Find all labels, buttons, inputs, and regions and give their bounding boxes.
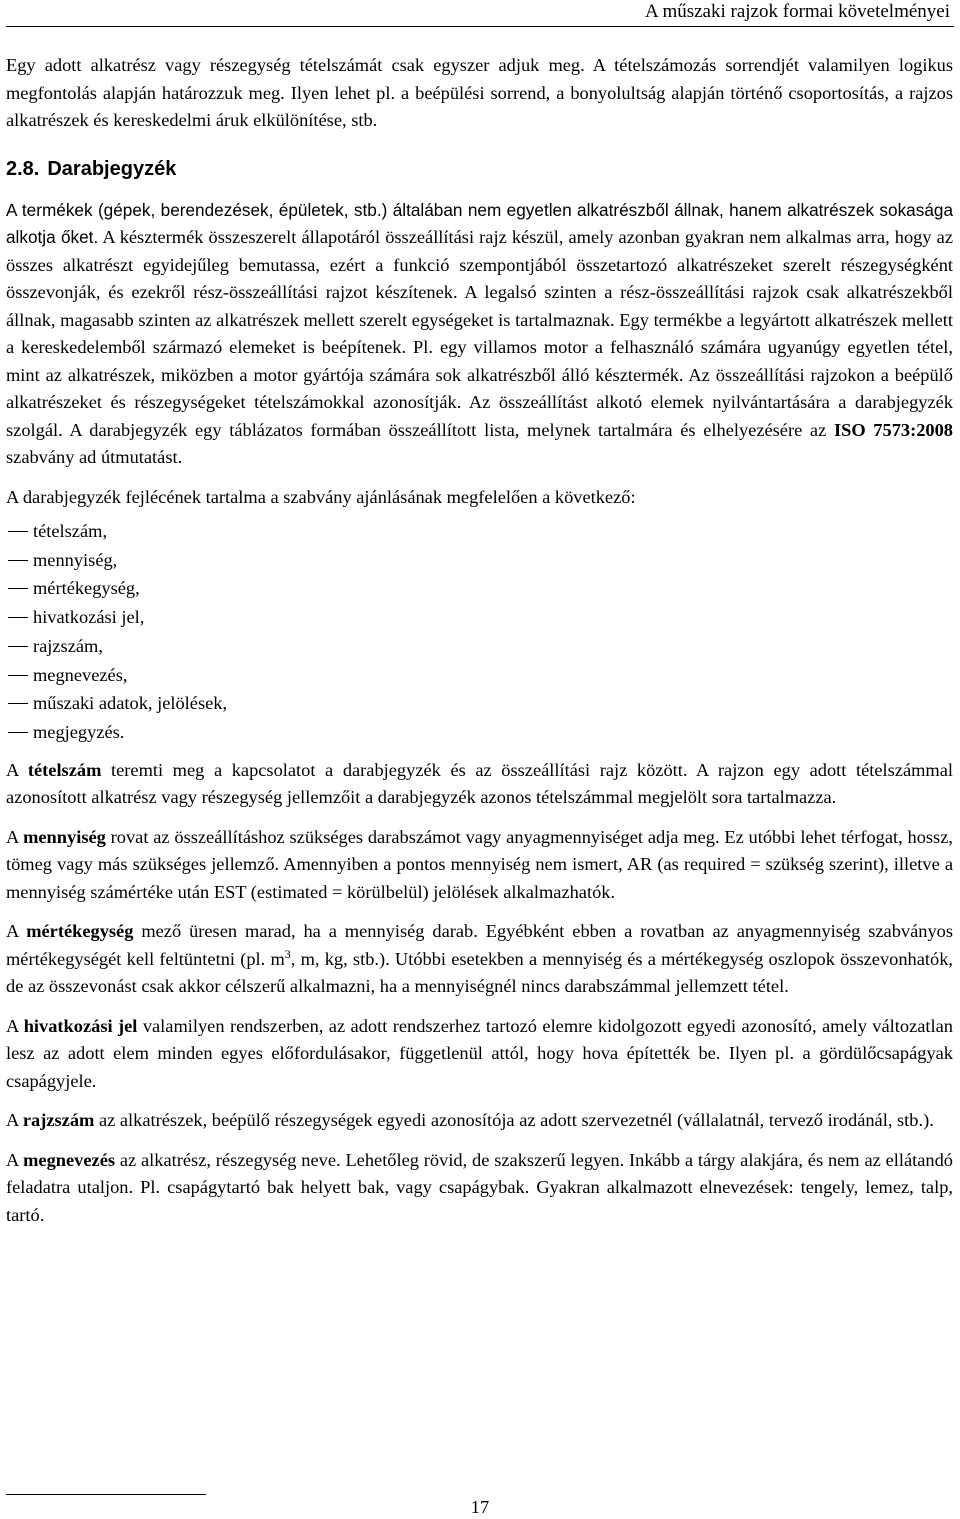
page-number: 17 <box>470 1497 490 1517</box>
text-run: A <box>6 921 27 942</box>
paragraph-rajzszam <box>6 1107 953 1135</box>
text-run: az alkatrész, részegység neve. Lehetőleg rövid, de szakszerű legyen. Inkább a tárgy alakjára, és nem az ellátandó feladatra utaljon. Pl. csapágytartó bak helyett bak, vagy csapágybak. Gyakran alkalmazott elnevezések: tengely, lemez, talp, tartó. <box>6 1149 953 1225</box>
superscript-3: 3 <box>284 946 291 961</box>
list-item: rajzszám, <box>6 632 953 661</box>
paragraph-mertekegyseg <box>6 918 953 1001</box>
text-run: A <box>6 1149 24 1170</box>
page-body <box>6 52 953 1241</box>
text-run: az alkatrészek, beépülő részegységek egyedi azonosítója az adott szervezetnél (vállalatnál, tervező irodánál, stb.). <box>94 1110 934 1131</box>
list-item: műszaki adatok, jelölések, <box>6 689 953 718</box>
overview-sentence-1: A termékek (gépek, berendezések, épületek, stb.) általában nem egyetlen alkatrészből állnak, hanem alkatrészek sokasága alkotja őket. <box>6 199 953 247</box>
list-item: hivatkozási jel, <box>6 603 953 632</box>
overview-sentence-rest: A késztermék összeszerelt állapotáról összeállítási rajz készül, amely azonban gyakran nem alkalmas arra, hogy az összes alkatrészt egyidejűleg bemutassa, ezért a funkció szempontjából összetartozó alkatrészeket szerelt részegységként összevonják, és ezekről rész-összeállítási rajzot készítenek. A legalsó szinten a rész-összeállítási rajzok csak alkatrészekből állnak, magasabb szinten az alkatrészek mellett szerelt egységeket is tartalmaznak. Egy termékbe a legyártott alkatrészek mellett a kereskedelemből származó elemeket is beépítenek. Pl. egy villamos motor a felhasználó számára ugyanúgy egyetlen tétel, mint az alkatrészek, miközben a motor gyártója számára sok alkatrészből álló késztermék. Az összeállítási rajzokon a beépülő alkatrészeket és részegységeket tételszámokkal azonosítják. Az összeállítást alkotó elemek nyilvántartására a darabjegyzék szolgál. A darabjegyzék egy táblázatos formában összeállított lista, melynek tartalmára és elhelyezésére az <box>6 227 953 440</box>
list-intro: A darabjegyzék fejlécének tartalma a szabvány ajánlásának megfelelően a következő: <box>6 486 636 507</box>
section-title: Darabjegyzék <box>47 157 177 180</box>
list-item: tételszám, <box>6 517 953 546</box>
text-run: A <box>6 1110 23 1131</box>
text-run: rovat az összeállításhoz szükséges darabszámot vagy anyagmennyiséget adja meg. Ez utóbbi lehet térfogat, hossz, tömeg vagy más szükséges jellemző. Amennyiben a pontos mennyiség nem ismert, AR (as required = szükség szerint), illetve a mennyiség számértéke után EST (estimated = körülbelül) jelölések alkalmazhatók. <box>6 826 953 902</box>
text-run: A <box>6 1015 24 1036</box>
header-fields-list <box>6 517 953 747</box>
list-item: megjegyzés. <box>6 718 953 747</box>
term-mertekegyseg: mértékegység <box>26 921 134 942</box>
text-run: valamilyen rendszerben, az adott rendszerhez tartozó elemre kidolgozott egyedi azonosító, amely változatlan lesz az adott elem minden egyes előfordulásakor, függetlenül attól, hogy hova építették be. Ilyen pl. a gördülőcsapágyak csapágyjele. <box>6 1015 953 1091</box>
list-item: mértékegység, <box>6 574 953 603</box>
text-run: mező üresen marad, ha a mennyiség darab. Egyébként ebben a rovatban az anyagmennyiség szabványos mértékegységét kell feltüntetni (pl. m <box>6 921 953 969</box>
text-run: A <box>6 826 24 847</box>
term-rajzszam: rajzszám <box>22 1110 95 1131</box>
paragraph-megnevezes <box>6 1147 953 1230</box>
section-heading <box>6 155 953 183</box>
running-header: A műszaki rajzok formai követelményei <box>645 1 950 22</box>
intro-paragraph: Egy adott alkatrész vagy részegység tételszámát csak egyszer adjuk meg. A tételszámozás sorrendjét valamilyen logikus megfontolás alapján határozzuk meg. Ilyen lehet pl. a beépülési sorrend, a bonyolultság alapján történő csoportosítás, a rajzos alkatrészek és kereskedelmi áruk elkülönítése, stb. <box>6 55 953 130</box>
list-item: mennyiség, <box>6 546 953 575</box>
text-run: , m, kg, stb.). Utóbbi esetekben a mennyiség és a mértékegység oszlopok összevonhatók, de az összevonást csak akkor célszerű alkalmazni, ha a mennyiségnél nincs darabszámmal jellemzett tétel. <box>6 948 953 997</box>
paragraph-mennyiseg <box>6 824 953 907</box>
header-rule <box>6 26 954 27</box>
paragraph-tetelszam <box>6 757 953 812</box>
standard-reference: ISO 7573:2008 <box>833 419 953 440</box>
overview-paragraph <box>6 197 953 472</box>
overview-ending: szabvány ad útmutatást. <box>6 447 183 467</box>
term-hivatkozasi-jel: hivatkozási jel <box>23 1015 138 1036</box>
term-tetelszam: tételszám <box>27 759 102 780</box>
term-mennyiseg: mennyiség <box>23 826 106 847</box>
list-item: megnevezés, <box>6 661 953 690</box>
section-number: 2.8. <box>6 157 40 180</box>
term-megnevezes: megnevezés <box>23 1149 116 1170</box>
text-run: A <box>6 759 28 780</box>
text-run: teremti meg a kapcsolatot a darabjegyzék és az összeállítási rajz között. A rajzon egy adott tételszámmal azonosított alkatrész vagy részegység jellemzőit a darabjegyzék azonos tételszámmal megjelölt sora tartalmazza. <box>6 759 953 808</box>
paragraph-hivatkozasi-jel <box>6 1013 953 1096</box>
